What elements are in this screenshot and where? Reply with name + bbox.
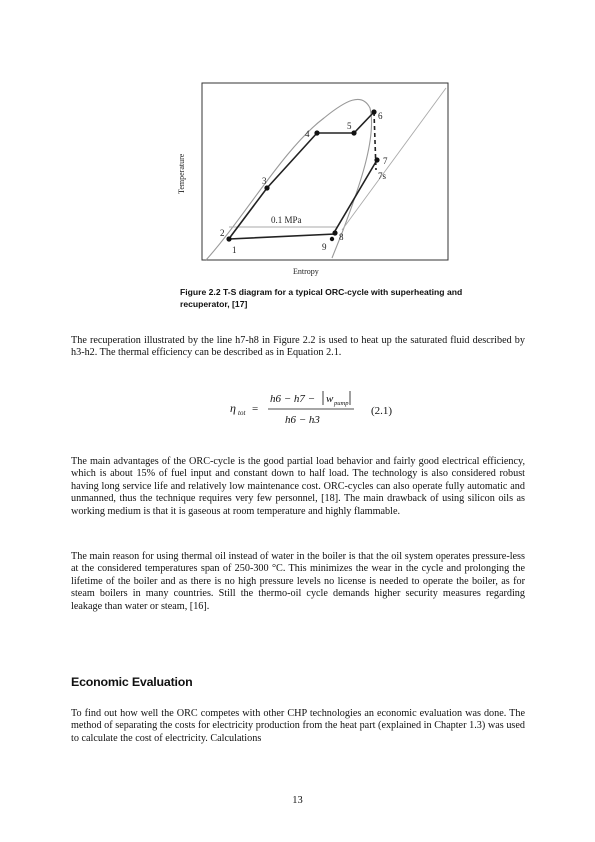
ts-diagram-figure: [174, 78, 476, 278]
point-9: [330, 237, 334, 241]
point-1: [226, 236, 231, 241]
paragraph-economic: To find out how well the ORC competes with other CHP technologies an economic evaluation was done. The method of separating the costs for electricity production from the heat part (explained in Chapter 1.3) was used to calculate the cost of electricity. Calculations: [71, 708, 525, 744]
label-3: 3: [262, 176, 267, 186]
section-heading: Economic Evaluation: [71, 675, 193, 689]
denominator: h6 − h3: [285, 414, 320, 426]
label-2: 2: [220, 228, 225, 238]
equation-number: (2.1): [371, 405, 393, 417]
figure-caption: Figure 2.2 T-S diagram for a typical ORC-cycle with superheating and recuperator, [17]: [180, 287, 463, 309]
isobar-label: 0.1 MPa: [271, 215, 302, 225]
y-axis-label: Temperature: [177, 153, 186, 194]
label-4: 4: [305, 129, 310, 139]
label-6: 6: [378, 111, 383, 121]
label-1: 1: [232, 245, 237, 255]
plot-frame: [202, 83, 448, 260]
point-5: [351, 130, 356, 135]
point-8: [332, 230, 337, 235]
equals-sign: =: [252, 403, 259, 415]
ts-diagram: [174, 78, 476, 278]
point-3: [264, 185, 269, 190]
label-9: 9: [322, 242, 327, 252]
paragraph-recuperation: The recuperation illustrated by the line h7-h8 in Figure 2.2 is used to heat up the saturated fluid described by h3-h2. The thermal efficiency can be described as in Equation 2.1.: [71, 335, 525, 359]
label-8: 8: [339, 232, 344, 242]
point-4: [314, 130, 319, 135]
label-5: 5: [347, 121, 352, 131]
page-number: 13: [292, 795, 303, 806]
abs-term: w: [326, 393, 334, 405]
x-axis-label: Entropy: [293, 267, 319, 276]
label-7s: 7s: [378, 171, 387, 181]
point-6: [371, 109, 376, 114]
abs-subscript: pump: [334, 400, 349, 407]
equation-2-1: [230, 385, 450, 429]
numerator-main: h6 − h7 −: [270, 393, 316, 405]
paragraph-thermal-oil: The main reason for using thermal oil instead of water in the boiler is that the oil system operates pressure-less at the considered temperatures span of 250-300 °C. This minimizes the wear in the cycle and prolonging the lifetime of the boiler and as there is no high pressure levels no license is needed to operate the boiler, as for steam boilers in many countries. Still the thermo-oil cycle demands higher security measures regarding leakage than water or steam, [16].: [71, 551, 525, 612]
point-7: [374, 157, 379, 162]
label-7: 7: [383, 156, 388, 166]
paragraph-advantages: The main advantages of the ORC-cycle is the good partial load behavior and fairly good electrical efficiency, which is about 15% of fuel input and constant down to half load. The technology is also considered robust having long service life and relatively low maintenance cost. ORC-cycles can also operate fully automatic and unmanned, thus the technique requires very few personnel, [18]. The main drawback of using silicon oils as working medium is that it is gaseous at room temperature and highly flammable.: [71, 456, 525, 517]
guide-line: [342, 88, 446, 230]
eta-symbol: η: [230, 401, 236, 415]
equation-svg: [230, 385, 450, 429]
eta-subscript: tot: [238, 409, 246, 417]
